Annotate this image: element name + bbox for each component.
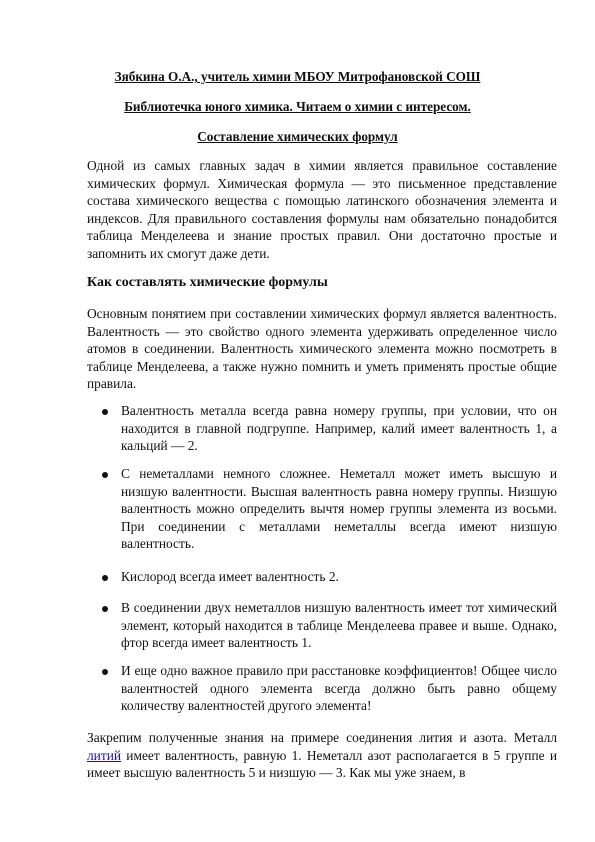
series-title: Библиотечка юного химика. Читаем о химии с интересом.	[124, 99, 471, 114]
list-item: И еще одно важное правило при расстановке коэффициентов! Общее число валентностей одного элемента всегда должно быть равно общему количеству валентностей другого элемента!	[121, 663, 557, 714]
closing-text-start: Закрепим полученные знания на примере соединения лития и азота. Металл	[87, 730, 557, 745]
list-item: С неметаллами немного сложнее. Неметалл может иметь высшую и низшую валентности. Высшая валентность равна номеру группы. Низшую валентность можно определить вычтя номер группы элемента из восьми. При соединении с металлами неметаллы всегда имеют низшую валентность.	[121, 466, 557, 552]
bullet-icon	[102, 575, 108, 581]
closing-paragraph	[87, 729, 557, 782]
closing-text-end: имеет валентность, равную 1. Неметалл азот располагается в 5 группе и имеет высшую валентность 5 и низшую — 3. Как мы уже знаем, в	[87, 747, 557, 781]
article-title: Составление химических формул	[197, 129, 398, 144]
list-item: Валентность металла всегда равна номеру группы, при условии, что он находится в главной подгруппе. Например, калий имеет валентность 1, а кальций — 2.	[121, 403, 557, 454]
list-item: В соединении двух неметаллов низшую валентность имеет тот химический элемент, который находится в таблице Менделеева правее и выше. Однако, фтор всегда имеет валентность 1.	[121, 600, 557, 651]
section-heading: Как составлять химические формулы	[87, 275, 328, 290]
author-line: Зябкина О.А., учитель химии МБОУ Митрофановской СОШ	[114, 69, 481, 84]
bullet-icon	[102, 472, 108, 478]
bullet-icon	[102, 409, 108, 415]
list-item: Кислород всегда имеет валентность 2.	[121, 569, 339, 584]
bullet-icon	[102, 669, 108, 675]
lithium-link[interactable]: литий	[87, 747, 122, 763]
intro-paragraph: Одной из самых главных задач в химии является правильное составление химических формул. Химическая формула — это письменное представление состава химического вещества с помощью латинского обозначения элемента и индексов. Для правильного составления формулы нам обязательно понадобится таблица Менделеева и знание простых правил. Они достаточно простые и запомнить их смогут даже дети.	[87, 158, 557, 261]
bullet-icon	[102, 606, 108, 612]
section-paragraph: Основным понятием при составлении химических формул является валентность. Валентность — это свойство одного элемента удерживать определенное число атомов в соединении. Валентность химического элемента можно посмотреть в таблице Менделеева, а также нужно помнить и уметь применять простые общие правила.	[87, 306, 557, 392]
